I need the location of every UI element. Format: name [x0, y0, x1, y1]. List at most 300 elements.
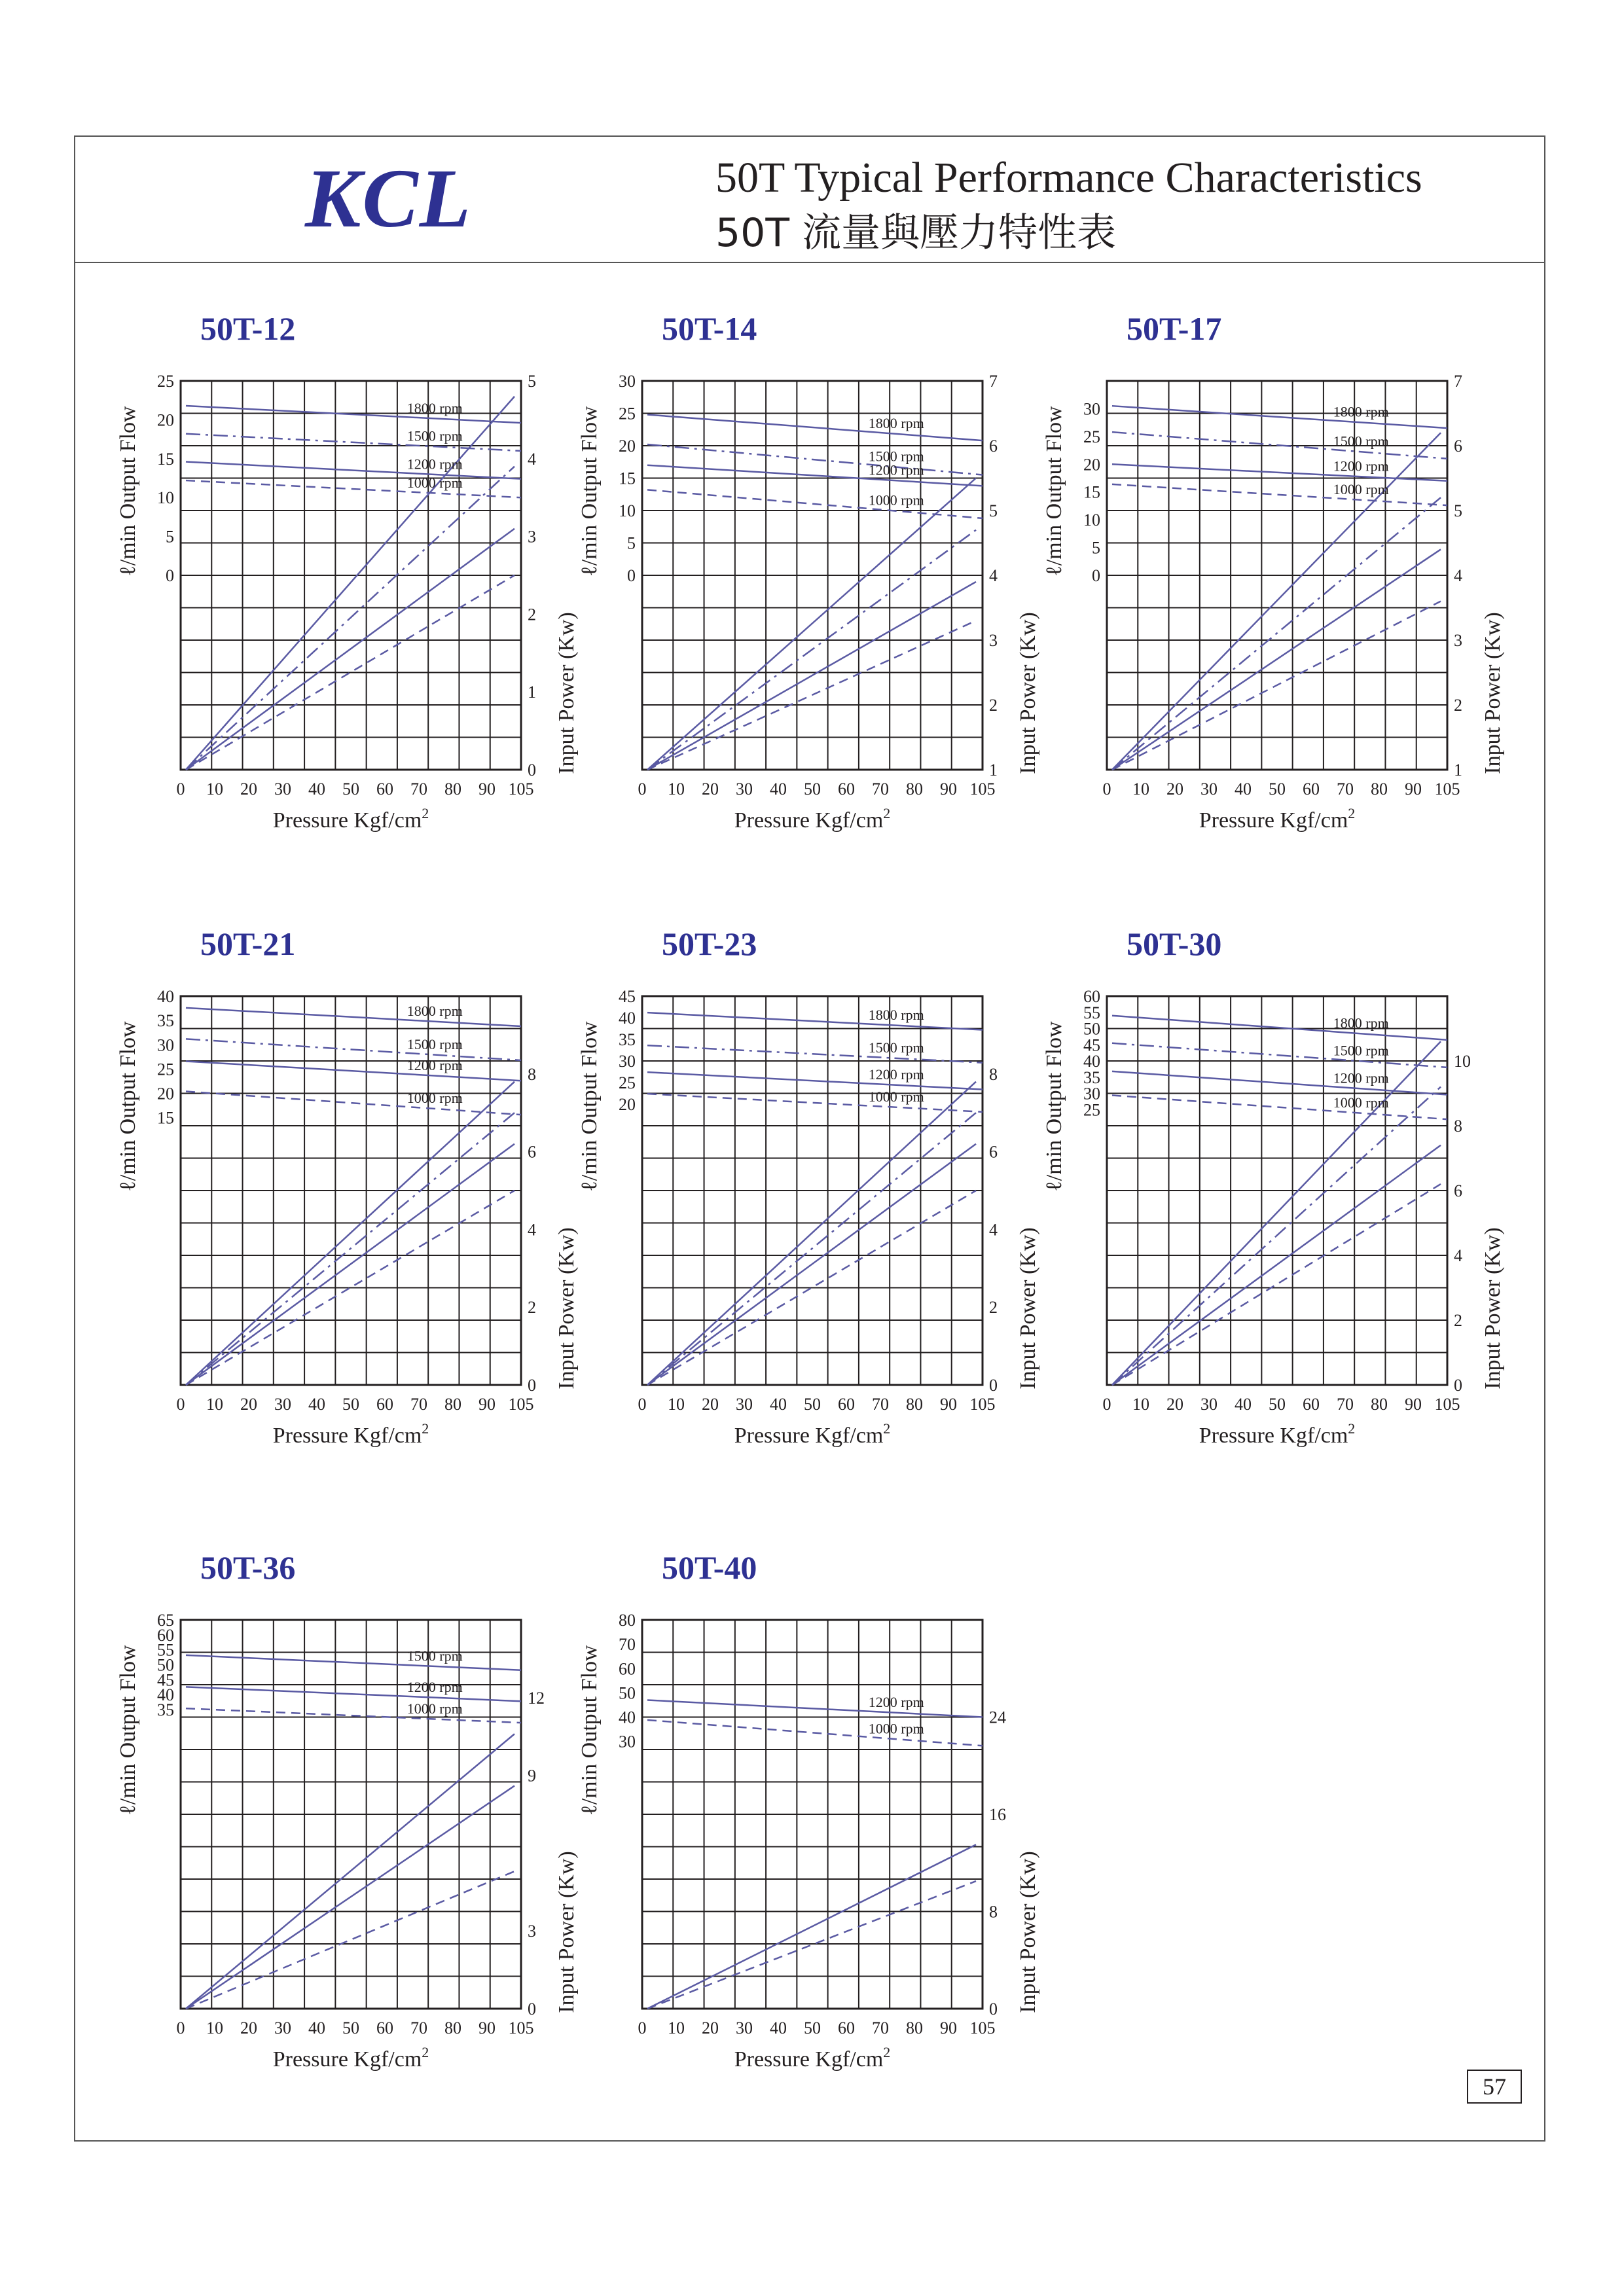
- chart-svg: [579, 923, 1077, 1512]
- x-tick-label: 90: [940, 2018, 957, 2037]
- x-tick-label: 50: [804, 2018, 821, 2037]
- flow-tick-label: 40: [619, 1009, 636, 1028]
- power-tick-label: 8: [528, 1064, 536, 1084]
- series-label: 1000 rpm: [1333, 1094, 1389, 1111]
- x-tick-label: 20: [702, 780, 719, 798]
- flow-line: [186, 1061, 521, 1081]
- page-number: 57: [1467, 2070, 1522, 2104]
- x-tick-label: 60: [376, 780, 393, 798]
- x-axis-label: Pressure Kgf/$cm^2$: [272, 2044, 429, 2072]
- power-tick-label: 9: [528, 1766, 536, 1785]
- flow-tick-label: 20: [1083, 455, 1100, 475]
- chart-50t-23: [579, 923, 1077, 1512]
- x-tick-label: 50: [804, 1395, 821, 1414]
- x-tick-label: 40: [770, 780, 787, 798]
- power-tick-label: 16: [989, 1805, 1006, 1824]
- chart-title: 50T-23: [662, 925, 757, 962]
- flow-tick-label: 30: [157, 1035, 174, 1055]
- flow-tick-label: 0: [627, 566, 636, 585]
- flow-line: [186, 1092, 521, 1115]
- flow-line: [647, 1045, 983, 1062]
- flow-tick-label: 30: [619, 372, 636, 391]
- series-label: 1800 rpm: [1333, 1014, 1389, 1031]
- flow-tick-label: 10: [1083, 511, 1100, 530]
- grid: [642, 1620, 983, 2009]
- power-line: [1112, 601, 1441, 770]
- x-tick-label: 50: [342, 2018, 359, 2037]
- x-axis-label: Pressure Kgf/$cm^2$: [734, 2044, 891, 2072]
- power-line: [647, 1844, 976, 2009]
- flow-axis-label: ℓ/min Output Flow: [116, 1645, 140, 1816]
- flow-tick-label: 25: [157, 372, 174, 391]
- power-line: [647, 620, 976, 770]
- flow-tick-label: 25: [619, 1073, 636, 1092]
- chart-svg: [118, 308, 615, 897]
- x-axis-label: Pressure Kgf/$cm^2$: [734, 805, 891, 833]
- x-tick-label: 20: [1166, 1395, 1183, 1414]
- flow-line: [1112, 1071, 1447, 1095]
- series-label: 1000 rpm: [406, 1090, 463, 1107]
- chart-50t-40: [579, 1547, 1077, 2136]
- series-label: 1800 rpm: [868, 414, 924, 431]
- x-tick-label: 0: [176, 780, 185, 798]
- x-tick-label: 60: [838, 780, 855, 798]
- x-axis-label: Pressure Kgf/$cm^2$: [1199, 805, 1356, 833]
- flow-line: [1112, 1043, 1447, 1067]
- power-tick-label: 5: [1454, 501, 1462, 520]
- x-tick-label: 80: [444, 780, 461, 798]
- flow-line: [186, 1039, 521, 1060]
- flow-tick-label: 5: [166, 527, 174, 547]
- series-label: 1000 rpm: [406, 1700, 463, 1717]
- flow-tick-label: 70: [619, 1635, 636, 1655]
- chart-svg: [579, 308, 1077, 897]
- x-tick-label: 70: [1337, 780, 1354, 798]
- series-label: 1500 rpm: [406, 1647, 463, 1664]
- x-tick-label: 80: [1371, 1395, 1388, 1414]
- power-tick-label: 8: [1454, 1117, 1462, 1136]
- power-line: [647, 1144, 976, 1385]
- x-tick-label: 40: [1235, 1395, 1252, 1414]
- flow-tick-label: 20: [157, 1084, 174, 1103]
- flow-tick-label: 30: [1083, 399, 1100, 419]
- x-tick-label: 10: [206, 780, 223, 798]
- flow-line: [1112, 1016, 1447, 1040]
- x-tick-label: 50: [804, 780, 821, 798]
- power-tick-label: 2: [1454, 696, 1462, 715]
- series-label: 1200 rpm: [868, 1694, 924, 1711]
- page-title-chinese: 50T 流量與壓力特性表: [715, 210, 1117, 256]
- flow-tick-label: 45: [619, 987, 636, 1006]
- series-label: 1200 rpm: [406, 456, 463, 473]
- flow-tick-label: 45: [157, 1670, 174, 1690]
- power-tick-label: 8: [989, 1902, 998, 1922]
- flow-tick-label: 35: [1083, 1067, 1100, 1087]
- x-tick-label: 70: [410, 1395, 427, 1414]
- series-label: 1000 rpm: [868, 1720, 924, 1737]
- x-tick-label: 70: [1337, 1395, 1354, 1414]
- power-tick-label: 3: [528, 527, 536, 547]
- x-tick-label: 90: [478, 1395, 496, 1414]
- flow-tick-label: 80: [619, 1611, 636, 1630]
- power-tick-label: 3: [1454, 631, 1462, 650]
- x-tick-label: 105: [969, 1395, 996, 1414]
- x-tick-label: 80: [906, 2018, 923, 2037]
- flow-tick-label: 25: [157, 1060, 174, 1079]
- x-tick-label: 40: [770, 1395, 787, 1414]
- power-tick-label: 0: [528, 761, 536, 780]
- x-tick-label: 10: [206, 2018, 223, 2037]
- flow-line: [647, 465, 983, 486]
- flow-tick-label: 10: [619, 501, 636, 520]
- flow-tick-label: 35: [157, 1011, 174, 1031]
- power-line: [647, 478, 976, 770]
- power-line: [1112, 1087, 1441, 1385]
- x-tick-label: 80: [906, 780, 923, 798]
- x-tick-label: 0: [1102, 1395, 1111, 1414]
- power-tick-label: 1: [528, 683, 536, 702]
- power-line: [186, 397, 514, 770]
- flow-tick-label: 30: [619, 1052, 636, 1071]
- flow-tick-label: 25: [1083, 1100, 1100, 1120]
- x-tick-label: 60: [838, 2018, 855, 2037]
- power-tick-label: 0: [528, 2000, 536, 2018]
- power-tick-label: 5: [528, 372, 536, 391]
- power-tick-label: 6: [989, 1142, 998, 1162]
- power-line: [186, 1871, 514, 2009]
- x-tick-label: 105: [1434, 1395, 1460, 1414]
- x-tick-label: 90: [1405, 780, 1422, 798]
- power-tick-label: 2: [528, 1298, 536, 1318]
- power-axis-label: Input Power (Kw): [1016, 612, 1040, 774]
- power-line: [647, 530, 976, 770]
- series-label: 1500 rpm: [868, 448, 924, 465]
- x-tick-label: 40: [770, 2018, 787, 2037]
- series-label: 1000 rpm: [406, 474, 463, 491]
- series-label: 1000 rpm: [1333, 481, 1389, 498]
- x-tick-label: 10: [668, 1395, 685, 1414]
- power-line: [186, 467, 514, 770]
- series-label: 1800 rpm: [406, 1003, 463, 1020]
- x-tick-label: 60: [838, 1395, 855, 1414]
- x-tick-label: 30: [274, 1395, 291, 1414]
- x-tick-label: 40: [308, 1395, 325, 1414]
- x-axis-label: Pressure Kgf/$cm^2$: [734, 1420, 891, 1448]
- series-label: 1200 rpm: [868, 1066, 924, 1083]
- power-tick-label: 0: [528, 1376, 536, 1395]
- x-tick-label: 30: [1200, 780, 1218, 798]
- flow-tick-label: 40: [619, 1708, 636, 1727]
- x-tick-label: 70: [410, 780, 427, 798]
- power-tick-label: 8: [989, 1064, 998, 1084]
- x-tick-label: 0: [1102, 780, 1111, 798]
- flow-tick-label: 20: [619, 1095, 636, 1114]
- x-tick-label: 0: [638, 1395, 647, 1414]
- x-tick-label: 40: [308, 780, 325, 798]
- flow-tick-label: 40: [157, 1685, 174, 1705]
- flow-axis-label: ℓ/min Output Flow: [577, 1645, 602, 1816]
- x-tick-label: 80: [444, 1395, 461, 1414]
- flow-tick-label: 35: [619, 1030, 636, 1049]
- x-tick-label: 105: [508, 1395, 534, 1414]
- power-tick-label: 5: [989, 501, 998, 520]
- x-tick-label: 30: [736, 1395, 753, 1414]
- power-axis-label: Input Power (Kw): [1481, 1227, 1505, 1390]
- flow-axis-label: ℓ/min Output Flow: [1042, 406, 1066, 577]
- x-tick-label: 90: [478, 2018, 496, 2037]
- series-label: 1000 rpm: [868, 492, 924, 509]
- chart-svg: [1044, 923, 1542, 1512]
- flow-tick-label: 30: [1083, 1084, 1100, 1103]
- x-tick-label: 10: [668, 780, 685, 798]
- power-tick-label: 6: [1454, 1181, 1462, 1200]
- flow-line: [1112, 1095, 1447, 1119]
- power-line: [186, 1113, 514, 1385]
- power-tick-label: 4: [528, 449, 536, 469]
- flow-tick-label: 65: [157, 1611, 174, 1630]
- flow-axis-label: ℓ/min Output Flow: [577, 406, 602, 577]
- power-tick-label: 6: [1454, 437, 1462, 456]
- series-label: 1200 rpm: [406, 1056, 463, 1073]
- chart-title: 50T-40: [662, 1549, 757, 1586]
- x-tick-label: 70: [872, 2018, 889, 2037]
- x-tick-label: 105: [969, 780, 996, 798]
- power-line: [186, 1144, 514, 1385]
- x-axis-label: Pressure Kgf/$cm^2$: [1199, 1420, 1356, 1448]
- chart-50t-17: [1044, 308, 1542, 897]
- brand-logo: KCL: [305, 152, 472, 245]
- power-axis-label: Input Power (Kw): [554, 1227, 579, 1390]
- x-tick-label: 80: [906, 1395, 923, 1414]
- power-line: [1112, 1145, 1441, 1385]
- power-tick-label: 1: [1454, 761, 1462, 780]
- x-tick-label: 0: [638, 2018, 647, 2037]
- chart-title: 50T-36: [200, 1549, 296, 1586]
- x-tick-label: 0: [176, 1395, 185, 1414]
- chart-title: 50T-30: [1127, 925, 1222, 962]
- flow-line: [647, 1094, 983, 1112]
- x-tick-label: 30: [274, 2018, 291, 2037]
- x-tick-label: 20: [702, 2018, 719, 2037]
- power-tick-label: 2: [528, 605, 536, 624]
- series-label: 1800 rpm: [406, 399, 463, 416]
- series-label: 1200 rpm: [406, 1679, 463, 1696]
- flow-axis-label: ℓ/min Output Flow: [1042, 1021, 1066, 1192]
- flow-tick-label: 15: [157, 1108, 174, 1128]
- flow-line: [186, 434, 521, 451]
- chart-50t-30: [1044, 923, 1542, 1512]
- power-tick-label: 7: [1454, 372, 1462, 391]
- series-label: 1800 rpm: [1333, 403, 1389, 420]
- power-tick-label: 7: [989, 372, 998, 391]
- series-label: 1200 rpm: [1333, 1069, 1389, 1086]
- chart-svg: [579, 1547, 1077, 2136]
- flow-line: [647, 1013, 983, 1030]
- power-tick-label: 3: [989, 631, 998, 650]
- flow-line: [647, 414, 983, 440]
- x-tick-label: 30: [1200, 1395, 1218, 1414]
- power-axis-label: Input Power (Kw): [1016, 1227, 1040, 1390]
- x-tick-label: 30: [274, 780, 291, 798]
- power-tick-label: 4: [528, 1220, 536, 1240]
- flow-tick-label: 0: [166, 566, 174, 585]
- flow-line: [1112, 403, 1447, 428]
- series-label: 1000 rpm: [868, 1088, 924, 1105]
- flow-line: [186, 1687, 521, 1701]
- x-tick-label: 80: [1371, 780, 1388, 798]
- power-tick-label: 3: [528, 1922, 536, 1941]
- power-axis-label: Input Power (Kw): [1016, 1851, 1040, 2013]
- grid: [642, 381, 983, 770]
- power-line: [647, 1082, 976, 1385]
- power-tick-label: 24: [989, 1708, 1006, 1727]
- flow-line: [186, 1708, 521, 1723]
- grid: [181, 381, 521, 770]
- power-tick-label: 10: [1454, 1052, 1471, 1071]
- flow-line: [186, 1008, 521, 1026]
- flow-line: [186, 480, 521, 497]
- x-tick-label: 70: [872, 1395, 889, 1414]
- x-tick-label: 90: [940, 780, 957, 798]
- flow-line: [186, 462, 521, 479]
- flow-line: [647, 490, 983, 518]
- flow-tick-label: 60: [157, 1625, 174, 1645]
- x-tick-label: 90: [478, 780, 496, 798]
- page-title: 50T Typical Performance Characteristics: [715, 154, 1422, 202]
- x-tick-label: 70: [410, 2018, 427, 2037]
- flow-line: [647, 1720, 983, 1746]
- flow-tick-label: 10: [157, 488, 174, 508]
- power-tick-label: 0: [989, 1376, 998, 1395]
- flow-tick-label: 30: [619, 1732, 636, 1751]
- x-tick-label: 40: [1235, 780, 1252, 798]
- power-line: [647, 582, 976, 770]
- x-tick-label: 105: [508, 780, 534, 798]
- series-label: 1500 rpm: [1333, 1042, 1389, 1059]
- x-tick-label: 60: [1303, 1395, 1320, 1414]
- flow-line: [647, 1072, 983, 1089]
- chart-svg: [1044, 308, 1542, 897]
- x-tick-label: 70: [872, 780, 889, 798]
- flow-axis-label: ℓ/min Output Flow: [577, 1021, 602, 1192]
- flow-tick-label: 45: [1083, 1035, 1100, 1055]
- flow-line: [647, 444, 983, 475]
- power-line: [1112, 497, 1441, 770]
- flow-tick-label: 0: [1092, 566, 1100, 585]
- x-tick-label: 50: [342, 780, 359, 798]
- x-axis-label: Pressure Kgf/$cm^2$: [272, 1420, 429, 1448]
- flow-tick-label: 55: [1083, 1003, 1100, 1022]
- power-tick-label: 4: [1454, 1246, 1462, 1265]
- flow-line: [1112, 484, 1447, 505]
- header-divider: [74, 262, 1545, 263]
- series-label: 1500 rpm: [406, 427, 463, 444]
- x-tick-label: 50: [1269, 1395, 1286, 1414]
- x-tick-label: 30: [736, 780, 753, 798]
- chart-50t-21: [118, 923, 615, 1512]
- flow-tick-label: 20: [619, 437, 636, 456]
- x-tick-label: 0: [176, 2018, 185, 2037]
- x-tick-label: 105: [969, 2018, 996, 2037]
- chart-svg: [118, 1547, 615, 2136]
- x-tick-label: 30: [736, 2018, 753, 2037]
- flow-tick-label: 40: [157, 987, 174, 1006]
- x-tick-label: 105: [1434, 780, 1460, 798]
- flow-tick-label: 20: [157, 410, 174, 430]
- series-label: 1800 rpm: [868, 1007, 924, 1024]
- flow-tick-label: 5: [1092, 538, 1100, 558]
- x-tick-label: 20: [240, 2018, 257, 2037]
- flow-tick-label: 50: [1083, 1019, 1100, 1039]
- flow-tick-label: 40: [1083, 1052, 1100, 1071]
- x-tick-label: 90: [1405, 1395, 1422, 1414]
- x-tick-label: 20: [702, 1395, 719, 1414]
- power-line: [186, 529, 514, 770]
- flow-tick-label: 50: [157, 1655, 174, 1675]
- x-axis-label: Pressure Kgf/$cm^2$: [272, 805, 429, 833]
- power-tick-label: 4: [1454, 566, 1462, 585]
- power-axis-label: Input Power (Kw): [554, 612, 579, 774]
- series-label: 1200 rpm: [868, 461, 924, 478]
- x-tick-label: 60: [376, 2018, 393, 2037]
- chart-50t-36: [118, 1547, 615, 2136]
- power-tick-label: 4: [989, 1220, 998, 1240]
- power-tick-label: 6: [989, 437, 998, 456]
- power-tick-label: 6: [528, 1142, 536, 1162]
- chart-title: 50T-12: [200, 310, 296, 347]
- flow-tick-label: 25: [1083, 427, 1100, 446]
- flow-tick-label: 50: [619, 1683, 636, 1703]
- x-tick-label: 20: [1166, 780, 1183, 798]
- flow-line: [186, 406, 521, 423]
- x-tick-label: 10: [206, 1395, 223, 1414]
- x-tick-label: 40: [308, 2018, 325, 2037]
- flow-tick-label: 5: [627, 533, 636, 553]
- flow-tick-label: 60: [619, 1659, 636, 1679]
- series-label: 1500 rpm: [1333, 433, 1389, 450]
- x-tick-label: 50: [1269, 780, 1286, 798]
- flow-axis-label: ℓ/min Output Flow: [116, 406, 140, 577]
- series-label: 1500 rpm: [868, 1039, 924, 1056]
- flow-line: [647, 1700, 983, 1717]
- power-axis-label: Input Power (Kw): [554, 1851, 579, 2013]
- power-line: [1112, 433, 1441, 770]
- x-tick-label: 20: [240, 780, 257, 798]
- power-tick-label: 0: [989, 2000, 998, 2018]
- power-tick-label: 2: [989, 1298, 998, 1318]
- x-tick-label: 60: [1303, 780, 1320, 798]
- power-axis-label: Input Power (Kw): [1481, 612, 1505, 774]
- flow-tick-label: 25: [619, 404, 636, 423]
- flow-tick-label: 15: [1083, 482, 1100, 502]
- x-tick-label: 105: [508, 2018, 534, 2037]
- power-tick-label: 12: [528, 1688, 545, 1708]
- chart-50t-12: [118, 308, 615, 897]
- power-tick-label: 2: [1454, 1311, 1462, 1330]
- power-tick-label: 0: [1454, 1376, 1462, 1395]
- x-tick-label: 20: [240, 1395, 257, 1414]
- power-line: [647, 1113, 976, 1385]
- grid: [181, 1620, 521, 2009]
- x-tick-label: 80: [444, 2018, 461, 2037]
- x-tick-label: 10: [1132, 780, 1149, 798]
- power-line: [186, 1734, 514, 2009]
- x-tick-label: 10: [1132, 1395, 1149, 1414]
- grid: [181, 996, 521, 1385]
- flow-tick-label: 55: [157, 1640, 174, 1660]
- chart-50t-14: [579, 308, 1077, 897]
- x-tick-label: 50: [342, 1395, 359, 1414]
